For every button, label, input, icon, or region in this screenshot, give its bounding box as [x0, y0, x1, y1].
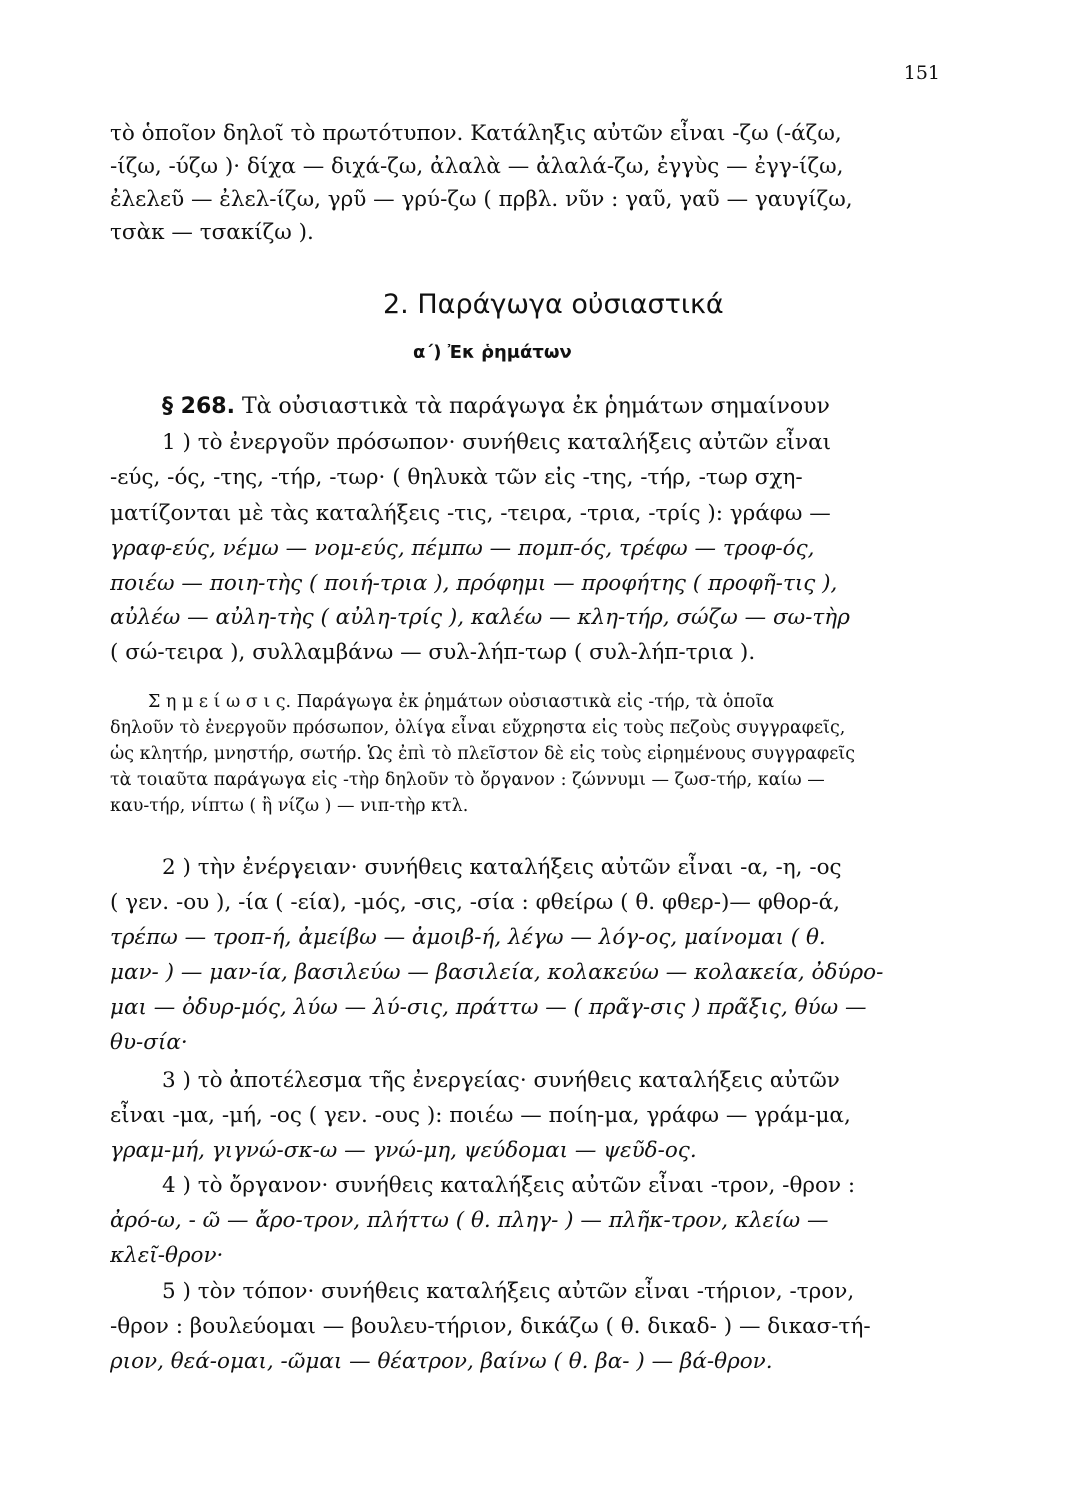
- text-line: Τὰ οὐσιαστικὰ τὰ παράγωγα ἐκ ῥημάτων σημαίνουν: [241, 394, 830, 419]
- text-line: -θρον : βουλεύομαι — βουλευ-τήριον, δικάζω ( θ. δικαδ- ) — δικασ-τή-: [110, 1314, 871, 1339]
- text-line: 5 ) τὸν τόπον· συνήθεις καταλήξεις αὐτῶν εἶναι -τήριον, -τρον,: [162, 1279, 855, 1304]
- paragraph-268-first-line: [162, 390, 942, 424]
- text-line: μαν- ) — μαν-ία, βασιλεύω — βασιλεία, κολακεύω — κολακεία, ὀδύρο-: [110, 960, 884, 985]
- text-line: γραμ-μή, γιγνώ-σκ-ω — γνώ-μη, ψεύδομαι — ψεῦδ-ος.: [110, 1138, 697, 1163]
- section-heading: 2. Παράγωγα οὐσιαστικά: [383, 289, 724, 320]
- paragraph-mark: § 268.: [162, 394, 235, 419]
- text-line: -ίζω, -ύζω )· δίχα — διχά-ζω, ἀλαλὰ — ἀλαλά-ζω, ἐγγὺς — ἐγγ-ίζω,: [110, 154, 844, 179]
- text-line: τρέπω — τροπ-ή, ἀμείβω — ἀμοιβ-ή, λέγω — λόγ-ος, μαίνομαι ( θ.: [110, 925, 826, 950]
- text-line: ( σώ-τειρα ), συλλαμβάνω — συλ-λήπ-τωρ ( συλ-λήπ-τρια ).: [110, 640, 756, 665]
- note-line: τὰ τοιαῦτα παράγωγα εἰς -τὴρ δηλοῦν τὸ ὄργανον : ζώννυμι — ζωσ-τήρ, καίω —: [110, 770, 825, 790]
- text-line: εἶναι -μα, -μή, -ος ( γεν. -ους ): ποιέω — ποίη-μα, γράφω — γράμ-μα,: [110, 1103, 851, 1128]
- text-line: 2 ) τὴν ἐνέργειαν· συνήθεις καταλήξεις αὐτῶν εἶναι -α, -η, -ος: [162, 855, 842, 880]
- text-line: κλεῖ-θρον·: [110, 1243, 224, 1268]
- text-line: ματίζονται μὲ τὰς καταλήξεις -τις, -τειρα, -τρια, -τρίς ): γράφω —: [110, 501, 831, 526]
- text-line: ριον, θεά-ομαι, -ῶμαι — θέατρον, βαίνω ( θ. βα- ) — βά-θρον.: [110, 1349, 773, 1374]
- text-line: θυ-σία·: [110, 1030, 188, 1055]
- text-line: ποιέω — ποιη-τὴς ( ποιή-τρια ), πρόφημι — προφήτης ( προφῆ-τις ),: [110, 571, 838, 596]
- text-line: μαι — ὀδυρ-μός, λύω — λύ-σις, πράττω — ( πρᾶγ-σις ) πρᾶξις, θύω —: [110, 995, 867, 1020]
- text-line: αὐλέω — αὐλη-τὴς ( αὐλη-τρίς ), καλέω — κλη-τήρ, σώζω — σω-τὴρ: [110, 605, 850, 630]
- text-line: ἐλελεῦ — ἐλελ-ίζω, γρῦ — γρύ-ζω ( πρβλ. νῦν : γαῦ, γαῦ — γαυγίζω,: [110, 187, 853, 212]
- note-line: καυ-τήρ, νίπτω ( ἢ νίζω ) — νιπ-τὴρ κτλ.: [110, 796, 469, 816]
- section-subheading: α΄) Ἐκ ῥημάτων: [413, 342, 572, 363]
- text-line: ( γεν. -ου ), -ία ( -εία), -μός, -σις, -σία : φθείρω ( θ. φθερ-)— φθορ-ά,: [110, 890, 840, 915]
- text-segment: [235, 390, 242, 424]
- note-line: Σ η μ ε ί ω σ ι ς. Παράγωγα ἐκ ῥημάτων οὐσιαστικὰ εἰς -τήρ, τὰ ὁποῖα: [148, 692, 775, 712]
- text-line: 4 ) τὸ ὄργανον· συνήθεις καταλήξεις αὐτῶν εἶναι -τρον, -θρον :: [162, 1173, 856, 1198]
- text-line: -εύς, -ός, -της, -τήρ, -τωρ· ( θηλυκὰ τῶν εἰς -της, -τήρ, -τωρ σχη-: [110, 465, 803, 490]
- text-line: γραφ-εύς, νέμω — νομ-εύς, πέμπω — πομπ-ός, τρέφω — τροφ-ός,: [110, 536, 815, 561]
- text-line: τὸ ὁποῖον δηλοῖ τὸ πρωτότυπον. Κατάληξις αὐτῶν εἶναι -ζω (-άζω,: [110, 121, 842, 146]
- text-line: ἀρό-ω, - ῶ — ἄρο-τρον, πλήττω ( θ. πληγ- ) — πλῆκ-τρον, κλείω —: [110, 1208, 829, 1233]
- note-line: δηλοῦν τὸ ἐνεργοῦν πρόσωπον, ὀλίγα εἶναι εὔχρηστα εἰς τοὺς πεζοὺς συγγραφεῖς,: [110, 718, 846, 738]
- text-line: 3 ) τὸ ἀποτέλεσμα τῆς ἐνεργείας· συνήθεις καταλήξεις αὐτῶν: [162, 1068, 840, 1093]
- text-line: τσὰκ — τσακίζω ).: [110, 220, 314, 245]
- note-line: ὡς κλητήρ, μνηστήρ, σωτήρ. Ὡς ἐπὶ τὸ πλεῖστον δὲ εἰς τοὺς εἰρημένους συγγραφεῖς: [110, 744, 856, 764]
- page-number: 151: [903, 62, 940, 84]
- text-line: 1 ) τὸ ἐνεργοῦν πρόσωπον· συνήθεις καταλήξεις αὐτῶν εἶναι: [162, 430, 832, 455]
